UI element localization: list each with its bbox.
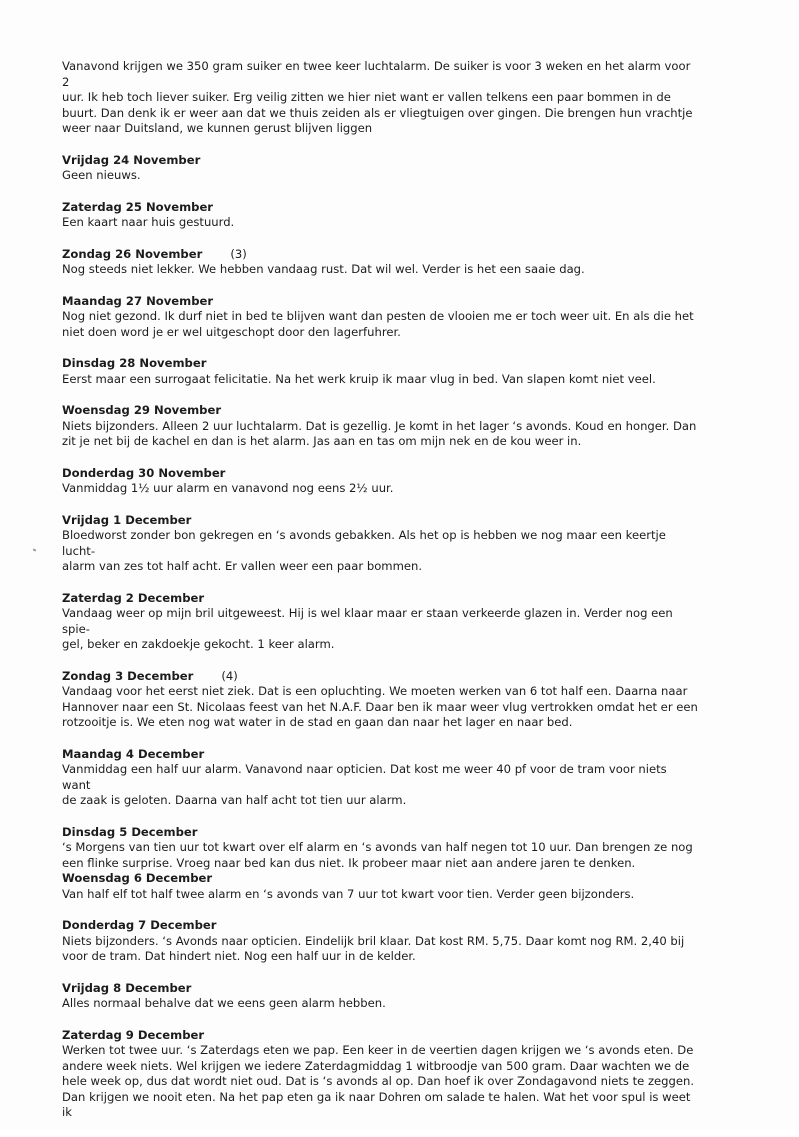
diary-entry	[62, 200, 698, 231]
entry-text: Vanmiddag een half uur alarm. Vanavond naar opticien. Dat kost me weer 40 pf voor de tram voor niets want de zaak is geloten. Daarna van half acht tot tien uur alarm.	[62, 762, 667, 807]
diary-text	[62, 59, 698, 1137]
diary-entry	[62, 918, 698, 965]
diary-entry	[62, 747, 698, 809]
entry-text: Nog niet gezond. Ik durf niet in bed te blijven want dan pesten de vlooien me er toch weer uit. En als die het niet doen word je er wel uitgeschopt door den lagerfuhrer.	[62, 309, 694, 339]
entry-text: Nog steeds niet lekker. We hebben vandaag rust. Dat wil wel. Verder is het een saaie dag.	[62, 262, 585, 276]
entry-text: Van half elf tot half twee alarm en ‘s avonds van 7 uur tot kwart voor tien. Verder geen bijzonders.	[62, 886, 635, 901]
entry-text: Vandaag voor het eerst niet ziek. Dat is een opluchting. We moeten werken van 6 tot half een. Daarna naar Hannover naar een St. Nicolaas feest van het N.A.F. Daar ben ik maar weer vlug vertrokken omdat het er een rotzooitje is. We eten nog wat water in de stad en gaan dan naar het lager en naar bed.	[62, 684, 698, 729]
entry-text: Niets bijzonders. ‘s Avonds naar opticien. Eindelijk bril klaar. Dat kost RM. 5,75. Daar komt nog RM. 2,40 bij voor de tram. Dat hindert niet. Nog een half uur in de kelder.	[62, 933, 685, 963]
diary-entry	[62, 871, 698, 902]
entry-date: Dinsdag 28 November	[62, 356, 207, 370]
entry-text: Werken tot twee uur. ‘s Zaterdags eten we pap. Een keer in de veertien dagen krijgen we ‘s avonds eten. De andere week niets. Wel krijgen we iedere Zaterdagmiddag 1 witbroodje van 500 gram. Daar wachten we de hele week op, dus dat wordt niet oud. Dat is ‘s avonds al op. Dan hoef ik over Zondagavond niets te zeggen. Dan krijgen we nooit eten. Na het pap eten ga ik naar Dohren om salade te halen. Wat het voor spul is weet ik	[62, 1043, 695, 1119]
entry-note: (3)	[230, 246, 247, 261]
diary-entry	[62, 356, 698, 387]
entry-date: Woensdag 6 December	[62, 871, 213, 885]
entry-date: Zondag 3 December (4)	[62, 668, 238, 683]
entry-date: Donderdag 30 November	[62, 465, 226, 480]
entry-text: Een kaart naar huis gestuurd.	[62, 215, 235, 229]
scan-speck	[33, 548, 37, 551]
entry-date: Zondag 26 November (3)	[62, 246, 247, 261]
entry-date: Vrijdag 8 December	[62, 980, 192, 995]
entry-date: Maandag 27 November	[62, 293, 214, 308]
diary-entry	[62, 981, 698, 1012]
entry-date: Woensdag 29 November	[62, 403, 222, 417]
diary-entry	[62, 294, 698, 341]
diary-entry	[62, 403, 698, 450]
entry-text: Vandaag weer op mijn bril uitgeweest. Hij is wel klaar maar er staan verkeerde glazen in. Verder nog een spie- gel, beker en zakdoekje gekocht. 1 keer alarm.	[62, 606, 673, 651]
diary-entry	[62, 247, 698, 278]
entry-note: (4)	[221, 668, 238, 683]
intro-paragraph: Vanavond krijgen we 350 gram suiker en twee keer luchtalarm. De suiker is voor 3 weken en het alarm voor 2 uur. Ik heb toch liever suiker. Erg veilig zitten we hier niet want er vallen telkens een paar bommen in de buurt. Dan denk ik er weer aan dat we thuis zeiden als er vliegtuigen over gingen. Die brengen hun vrachtje weer naar Duitsland, we kunnen gerust blijven liggen	[62, 59, 693, 135]
entry-text: Alles normaal behalve dat we eens geen alarm hebben.	[62, 996, 386, 1010]
entry-text: Eerst maar een surrogaat felicitatie. Na het werk kruip ik maar vlug in bed. Van slapen komt niet veel.	[62, 371, 656, 386]
diary-entry	[62, 825, 698, 872]
entry-date: Zaterdag 25 November	[62, 199, 214, 214]
entry-text: ‘s Morgens van tien uur tot kwart over elf alarm en ‘s avonds van half negen tot 10 uur. Dan brengen ze nog een flinke surprise. Vroeg naar bed kan dus niet. Ik probeer maar niet aan andere jaren te denken.	[62, 840, 693, 870]
entry-date: Dinsdag 5 December	[62, 824, 198, 839]
entry-date: Zaterdag 9 December	[62, 1027, 205, 1042]
entry-text: Vanmiddag 1½ uur alarm en vanavond nog eens 2½ uur.	[62, 481, 394, 495]
diary-entry	[62, 153, 698, 184]
diary-entry	[62, 591, 698, 653]
diary-entry	[62, 466, 698, 497]
entry-date: Donderdag 7 December	[62, 918, 217, 932]
entry-text: Bloedworst zonder bon gekregen en ‘s avonds gebakken. Als het op is hebben we nog maar een keertje lucht- alarm van zes tot half acht. Er vallen weer een paar bommen.	[62, 528, 666, 573]
diary-entry	[62, 513, 698, 575]
diary-entry	[62, 669, 698, 731]
entry-text: Geen nieuws.	[62, 168, 141, 182]
entry-date: Maandag 4 December	[62, 746, 205, 761]
entry-date: Vrijdag 24 November	[62, 152, 201, 167]
entry-date: Zaterdag 2 December	[62, 590, 205, 605]
diary-entry	[62, 1028, 698, 1121]
entry-date: Vrijdag 1 December	[62, 512, 192, 527]
entry-text: Niets bijzonders. Alleen 2 uur luchtalarm. Dat is gezellig. Je komt in het lager ‘s avonds. Koud en honger. Dan zit je net bij de kachel en dan is het alarm. Jas aan en tas om mijn nek en de kou weer in.	[62, 418, 697, 448]
